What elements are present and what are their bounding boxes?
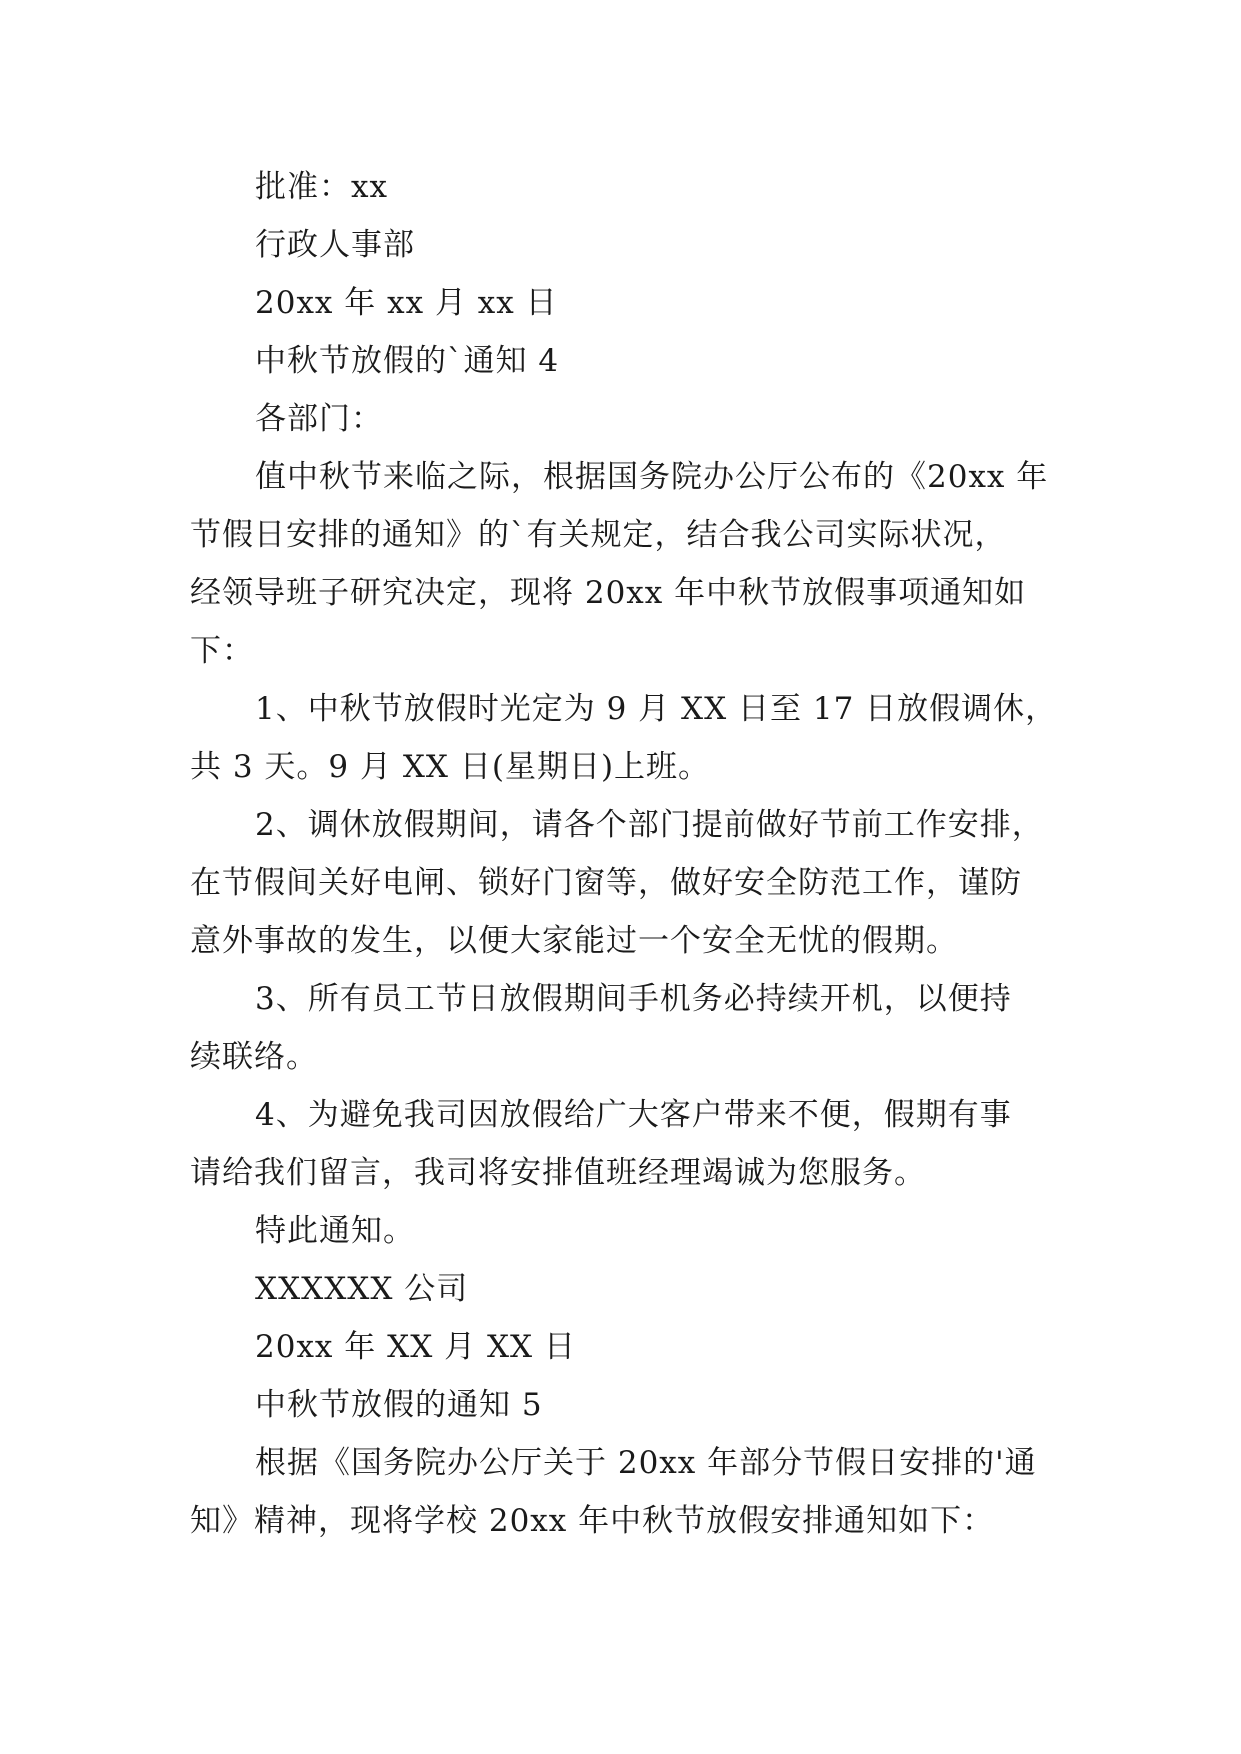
item-4-line: 请给我们留言，我司将安排值班经理竭诚为您服务。 <box>190 1155 926 1191</box>
item-1-line: 1、中秋节放假时光定为 9 月 XX 日至 17 日放假调休， <box>255 691 1058 727</box>
notice-5-title: 中秋节放假的通知 5 <box>255 1387 543 1423</box>
item-2-line: 在节假间关好电闸、锁好门窗等，做好安全防范工作，谨防 <box>190 865 1022 901</box>
item-3-line: 续联络。 <box>190 1039 318 1075</box>
item-2-line: 意外事故的发生，以便大家能过一个安全无忧的假期。 <box>190 923 958 959</box>
date-line: 20xx 年 xx 月 xx 日 <box>255 285 558 321</box>
paragraph-line: 节假日安排的通知》的`有关规定，结合我公司实际状况， <box>190 517 1007 553</box>
notice-4-title: 中秋节放假的`通知 4 <box>255 343 560 379</box>
closing-line: 特此通知。 <box>255 1213 415 1249</box>
paragraph-line: 下： <box>190 633 254 669</box>
approval-line: 批准：xx <box>255 169 388 205</box>
department-line: 行政人事部 <box>255 227 415 263</box>
paragraph-line: 知》精神，现将学校 20xx 年中秋节放假安排通知如下： <box>190 1503 995 1539</box>
signature-date: 20xx 年 XX 月 XX 日 <box>255 1329 576 1365</box>
paragraph-line: 值中秋节来临之际，根据国务院办公厅公布的《20xx 年 <box>255 459 1049 495</box>
item-2-line: 2、调休放假期间，请各个部门提前做好节前工作安排， <box>255 807 1044 843</box>
paragraph-line: 根据《国务院办公厅关于 20xx 年部分节假日安排的'通 <box>255 1445 1037 1481</box>
item-4-line: 4、为避免我司因放假给广大客户带来不便，假期有事 <box>255 1097 1012 1133</box>
paragraph-line: 经领导班子研究决定，现将 20xx 年中秋节放假事项通知如 <box>190 575 1027 611</box>
company-signature: XXXXXX 公司 <box>255 1271 469 1307</box>
item-3-line: 3、所有员工节日放假期间手机务必持续开机，以便持 <box>255 981 1012 1017</box>
item-1-line: 共 3 天。9 月 XX 日(星期日)上班。 <box>190 749 711 785</box>
salutation: 各部门： <box>255 401 383 437</box>
